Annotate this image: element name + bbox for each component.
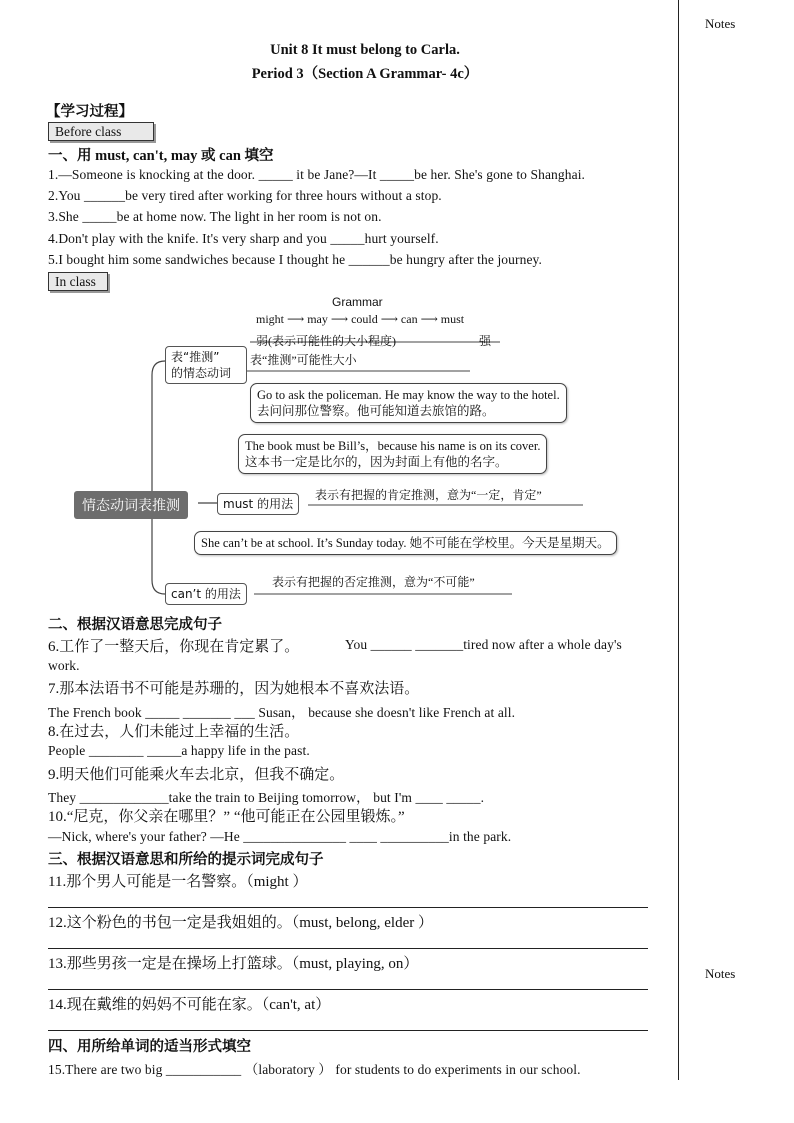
tag-must-usage: must 的用法 bbox=[217, 493, 299, 515]
question-6-cn: 6.工作了一整天后，你现在肯定累了。 bbox=[48, 639, 300, 655]
answer-line-14 bbox=[48, 1030, 648, 1031]
question-13: 13.那些男孩一定是在操场上打篮球。（must, playing, on） bbox=[48, 956, 419, 972]
tag-inference-line1: 表“推测” bbox=[171, 350, 220, 364]
question-7-en: The French book _____ _______ ___ Susan， because she doesn't like French at all. bbox=[48, 705, 516, 720]
before-class-label: Before class bbox=[48, 122, 154, 141]
grammar-label: Grammar bbox=[332, 295, 383, 309]
tag-inference-modals bbox=[165, 346, 247, 384]
section-3-heading: 三、根据汉语意思和所给的提示词完成句子 bbox=[48, 852, 324, 868]
example-must-cn: 这本书一定是比尔的，因为封面上有他的名字。 bbox=[245, 455, 508, 469]
process-heading: 【学习过程】 bbox=[46, 104, 133, 120]
answer-line-13 bbox=[48, 989, 648, 990]
tag-cant-desc: 表示有把握的否定推测，意为“不可能” bbox=[272, 575, 475, 589]
notes-label-top: Notes bbox=[705, 16, 736, 31]
question-10-en: —Nick, where's your father? —He _______________ ____ __________in the park. bbox=[48, 829, 512, 844]
question-4: 4.Don't play with the knife. It's very sharp and you _____hurt yourself. bbox=[48, 231, 439, 246]
question-6-en-cont: work. bbox=[48, 658, 80, 673]
tag-cant-usage: can’t 的用法 bbox=[165, 583, 247, 605]
period-subtitle: Period 3（Section A Grammar- 4c） bbox=[251, 66, 479, 82]
section-4-heading: 四、用所给单词的适当形式填空 bbox=[48, 1039, 251, 1055]
example-may-bubble bbox=[250, 383, 567, 423]
example-must-en: The book must be Bill’s，because his name is on its cover. bbox=[245, 439, 541, 453]
question-14: 14.现在戴维的妈妈不可能在家。（can't, at） bbox=[48, 997, 331, 1013]
question-9-cn: 9.明天他们可能乘火车去北京，但我不确定。 bbox=[48, 767, 345, 783]
question-10-cn: 10.“尼克，你父亲在哪里？” “他可能正在公园里锻炼。” bbox=[48, 809, 405, 825]
example-may-cn: 去问问那位警察。他可能知道去旅馆的路。 bbox=[257, 404, 495, 418]
example-must-bubble bbox=[238, 434, 547, 474]
section-2-heading: 二、根据汉语意思完成句子 bbox=[48, 617, 222, 633]
question-1: 1.—Someone is knocking at the door. _____ it be Jane?—It _____be her. She's gone to Shanghai. bbox=[48, 167, 586, 182]
answer-line-12 bbox=[48, 948, 648, 949]
question-2: 2.You ______be very tired after working for three hours without a stop. bbox=[48, 188, 442, 203]
question-12: 12.这个粉色的书包一定是我姐姐的。（must, belong, elder ） bbox=[48, 915, 433, 931]
notes-label-bottom: Notes bbox=[705, 966, 736, 981]
example-may-en: Go to ask the policeman. He may know the way to the hotel. bbox=[257, 388, 560, 402]
modal-scale: might ⟶ may ⟶ could ⟶ can ⟶ must bbox=[256, 312, 465, 326]
section-1-heading: 一、用 must, can't, may 或 can 填空 bbox=[48, 148, 274, 164]
question-11: 11.那个男人可能是一名警察。（might ） bbox=[48, 874, 308, 890]
question-9-en: They _____________take the train to Beijing tomorrow， but I'm ____ _____. bbox=[48, 790, 485, 805]
question-7-cn: 7.那本法语书不可能是苏珊的，因为她根本不喜欢法语。 bbox=[48, 681, 420, 697]
example-cant-bubble: She can’t be at school. It’s Sunday today. 她不可能在学校里。今天是星期天。 bbox=[194, 531, 617, 555]
question-8-cn: 8.在过去，人们未能过上幸福的生活。 bbox=[48, 724, 300, 740]
question-6-en: You ______ _______tired now after a whole day's bbox=[345, 637, 622, 652]
scale-strong-label: 强 bbox=[479, 334, 492, 348]
question-5: 5.I bought him some sandwiches because I thought he ______be hungry after the journey. bbox=[48, 252, 542, 267]
answer-line-11 bbox=[48, 907, 648, 908]
scale-weak-label: 弱(表示可能性的大小程度) bbox=[256, 334, 396, 348]
question-8-en: People ________ _____a happy life in the past. bbox=[48, 743, 310, 758]
question-3: 3.She _____be at home now. The light in her room is not on. bbox=[48, 209, 382, 224]
tag-inference-line2: 的情态动词 bbox=[171, 366, 232, 380]
tag-inference-desc: 表“推测”可能性大小 bbox=[250, 353, 357, 367]
unit-title: Unit 8 It must belong to Carla. bbox=[270, 42, 460, 58]
mind-map-center: 情态动词表推测 bbox=[74, 491, 188, 519]
tag-must-desc: 表示有把握的肯定推测，意为“一定，肯定” bbox=[315, 488, 542, 502]
question-15: 15.There are two big ___________ （laboratory ） for students to do experiments in our school. bbox=[48, 1062, 581, 1077]
in-class-label: In class bbox=[48, 272, 108, 291]
